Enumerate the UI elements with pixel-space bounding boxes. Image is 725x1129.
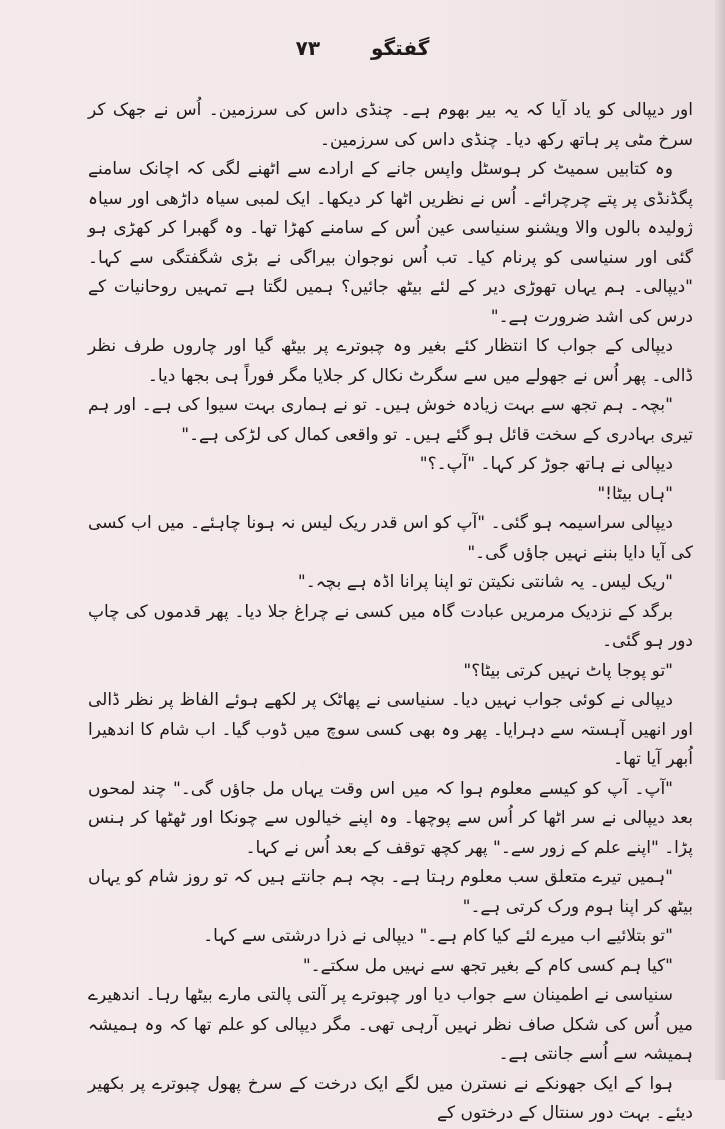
paragraph: دیپالی کے جواب کا انتظار کئے بغیر وہ چبوترے پر بیٹھ گیا اور چاروں طرف نظر ڈالی۔ پھر اُس نے جھولے میں سے سگرٹ نکال کر جلایا مگر فوراً ہی بجھا دیا۔ bbox=[88, 336, 693, 386]
paragraph: برگد کے نزدیک مرمریں عبادت گاہ میں کسی نے چراغ جلا دیا۔ پھر قدموں کی چاپ دور ہو گئی۔ bbox=[88, 601, 693, 651]
paragraph: "بچہ۔ ہم تجھ سے بہت زیادہ خوش ہیں۔ تو نے ہماری بہت سیوا کی ہے۔ اور ہم تیری بہادری کے سخت قائل ہو گئے ہیں۔ تو واقعی کمال کی لڑکی ہے۔" bbox=[88, 395, 693, 445]
page-header bbox=[0, 36, 725, 76]
paragraph: "تو بتلائیے اب میرے لئے کیا کام ہے۔" دیپالی نے ذرا درشتی سے کہا۔ bbox=[203, 926, 673, 946]
running-title: گفتگو bbox=[371, 36, 430, 60]
paragraph: دیپالی نے کوئی جواب نہیں دیا۔ سنیاسی نے پھاٹک پر لکھے ہوئے الفاظ پر نظر ڈالی اور انھیں آہستہ سے دہرایا۔ پھر وہ بھی کسی سوچ میں ڈوب گیا۔ اب شام کا اندھیرا اُبھر آیا تھا۔ bbox=[88, 690, 693, 769]
paragraph: "ہمیں تیرے متعلق سب معلوم رہتا ہے۔ بچہ ہم جانتے ہیں کہ تو روز شام کو یہاں بیٹھ کر اپنا ہوم ورک کرتی ہے۔" bbox=[88, 867, 693, 917]
page-edge-shadow bbox=[715, 0, 725, 1080]
page-body bbox=[88, 96, 693, 1123]
paragraph: دیپالی سراسیمہ ہو گئی۔ "آپ کو اس قدر ریک لیس نہ ہونا چاہئے۔ میں اب کسی کی آیا دایا بننے نہیں جاؤں گی۔" bbox=[88, 513, 693, 563]
paragraph: اور دیپالی کو یاد آیا کہ یہ بیر بھوم ہے۔ چنڈی داس کی سرزمین۔ اُس نے جھک کر سرخ مٹی پر ہاتھ رکھ دیا۔ چنڈی داس کی سرزمین۔ bbox=[88, 100, 693, 150]
paragraph: سنیاسی نے اطمینان سے جواب دیا اور چبوترے پر آلتی پالتی مارے بیٹھا رہا۔ اندھیرے میں اُس کی شکل صاف نظر نہیں آرہی تھی۔ مگر دیپالی کو علم تھا کہ وہ ہمیشہ ہمیشہ سے اُسے جانتی ہے۔ bbox=[88, 985, 693, 1064]
paragraph: "آپ۔ آپ کو کیسے معلوم ہوا کہ میں اس وقت یہاں مل جاؤں گی۔" چند لمحوں بعد دیپالی نے سر اٹھا کر اُس سے پوچھا۔ وہ اپنے خیالوں سے چونکا اور ٹھٹھا کر ہنس پڑا۔ "اپنے علم کے زور سے۔" پھر کچھ توقف کے بعد اُس نے کہا۔ bbox=[88, 778, 693, 858]
paragraph: "تو پوجا پاٹ نہیں کرتی بیٹا؟" bbox=[463, 660, 673, 681]
page-number: ۷۳ bbox=[295, 36, 321, 60]
paragraph: دیپالی نے ہاتھ جوڑ کر کہا۔ "آپ۔؟" bbox=[419, 454, 673, 474]
paragraph: "کیا ہم کسی کام کے بغیر تجھ سے نہیں مل سکتے۔" bbox=[302, 955, 673, 976]
paragraph: ہوا کے ایک جھونکے نے نسترن میں لگے ایک درخت کے سرخ پھول چبوترے پر بکھیر دیئے۔ بہت دور سنتال کے درختوں کے bbox=[88, 1073, 693, 1123]
paragraph: "ہاں بیٹا!" bbox=[597, 483, 673, 504]
paragraph: وہ کتابیں سمیٹ کر ہوسٹل واپس جانے کے ارادے سے اٹھنے لگی کہ اچانک سامنے پگڈنڈی پر پتے چرچرائے۔ اُس نے نظریں اٹھا کر دیکھا۔ ایک لمبی سیاہ داڑھی اور سیاہ ژولیدہ بالوں والا ویشنو سنیاسی عین اُس کے سامنے کھڑا تھا۔ وہ گھبرا کر کھڑی ہو گئی اور سنیاسی کو پرنام کیا۔ تب اُس نوجوان بیراگی نے بڑی شگفتگی سے کہا۔ "دیپالی۔ ہم یہاں تھوڑی دیر کے لئے بیٹھ جائیں؟ ہمیں لگتا ہے تمہیں روحانیات کے درس کی اشد ضرورت ہے۔" bbox=[88, 159, 693, 327]
paragraph: "ریک لیس۔ یہ شانتی نکیتن تو اپنا پرانا اڈہ ہے بچہ۔" bbox=[297, 572, 673, 592]
